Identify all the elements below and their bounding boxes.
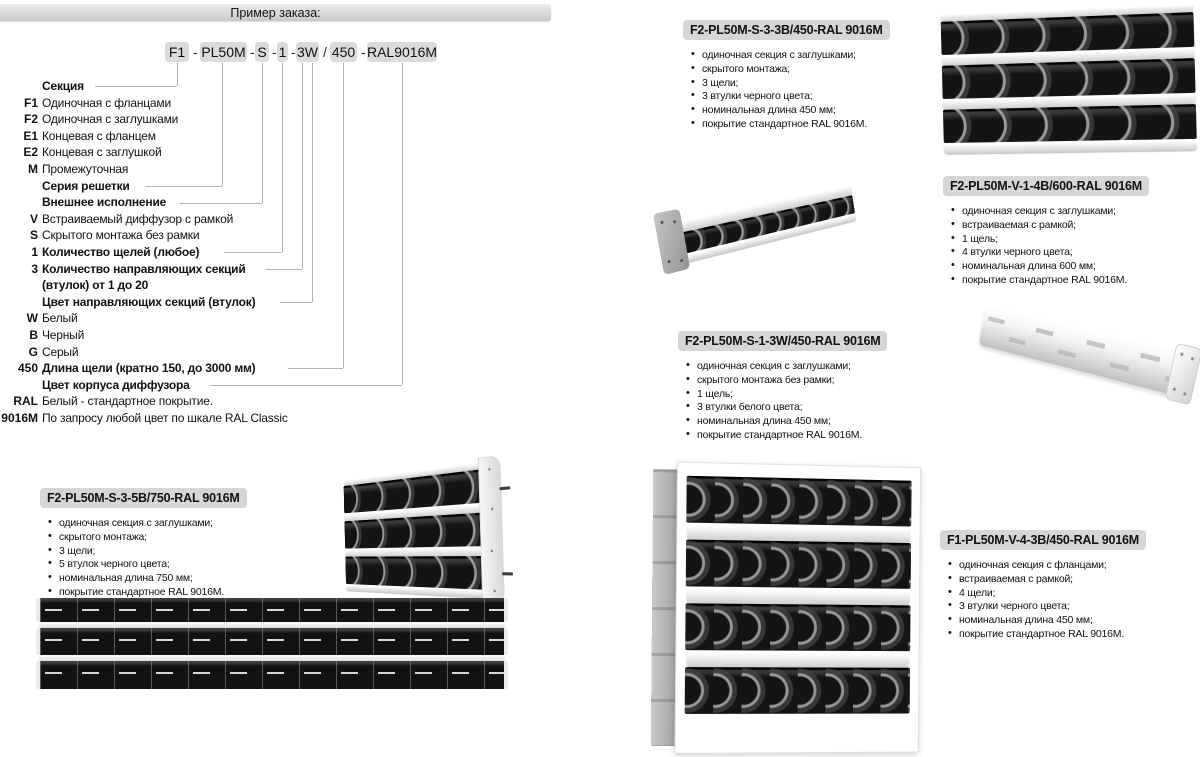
legend-label: Одиночная с фланцами (42, 95, 171, 110)
legend-label: Цвет направляющих секций (втулок) (42, 294, 256, 309)
product-bullet: • скрытого монтажа без рамки; (686, 374, 938, 388)
legend-row (0, 161, 336, 178)
product-bullet: • одиночная секция с заглушками; (691, 49, 943, 63)
product-bullet: • 1 щель; (686, 388, 938, 402)
legend-label: Серия решетки (42, 178, 130, 193)
legend-row (0, 211, 336, 228)
legend-label: Встраиваемый диффузор с рамкой (42, 211, 234, 226)
legend-row (0, 261, 336, 278)
product-title-chip: F1-PL50M-V-4-3B/450-RAL 9016M (940, 530, 1146, 550)
legend-row (0, 227, 336, 244)
legend-label: Серый (42, 344, 79, 359)
product-bullet: • одиночная секция с заглушками; (951, 205, 1200, 219)
product-bullet: • 3 втулки черного цвета; (948, 600, 1200, 614)
legend-row (0, 327, 336, 344)
code-chip-guide-color: 3W (297, 44, 318, 60)
product-photo-3slot-black-perspective (278, 452, 502, 604)
legend-label: Концевая с заглушкой (42, 145, 162, 160)
slot-row (685, 603, 910, 651)
product-bullet: • номинальная длина 600 мм; (951, 260, 1200, 274)
legend-code (0, 194, 42, 211)
product-bullet: • 3 втулки черного цвета; (691, 90, 943, 104)
legend-label: Одиночная с заглушками (42, 112, 179, 127)
legend-code: S (29, 228, 38, 243)
legend-label: Секция (42, 79, 84, 93)
legend-code: V (29, 211, 38, 226)
product-title-chip: F2-PL50M-S-3-5B/750-RAL 9016M (40, 488, 247, 508)
connector-line (343, 63, 344, 368)
product-card-2 (943, 176, 1200, 288)
legend-row (0, 78, 336, 95)
white-diffuser-body (979, 305, 1192, 398)
legend-row (0, 277, 336, 294)
code-separator: - (193, 44, 198, 60)
grille-rail (687, 586, 910, 605)
code-chip-slot-length: 450 (331, 44, 356, 60)
grille-rail (686, 650, 909, 668)
legend-code: RAL (13, 394, 38, 409)
product-card-1 (683, 20, 943, 132)
end-cap (478, 455, 505, 605)
legend-row (0, 144, 336, 161)
product-bullet: • скрытого монтажа; (691, 63, 943, 77)
product-bullet: • номинальная длина 450 мм; (948, 614, 1200, 628)
slot-strip (36, 661, 508, 689)
legend-row (0, 194, 336, 211)
product-bullet: • покрытие стандартное RAL 9016M. (686, 429, 938, 443)
product-bullet: • номинальная длина 450 мм; (691, 104, 943, 118)
code-chip-slot-count: 1 (278, 44, 287, 60)
legend-row (0, 111, 336, 128)
product-bullet: • одиночная секция с заглушками; (48, 517, 300, 531)
legend-code: G (28, 344, 38, 359)
product-bullet: • покрытие стандартное RAL 9016M. (691, 118, 943, 132)
legend-row (0, 178, 336, 195)
legend-label: Количество щелей (любое) (42, 244, 200, 259)
product-bullet: • 3 втулки белого цвета; (686, 401, 938, 415)
legend-row (0, 360, 336, 377)
legend-label: Цвет корпуса диффузора (42, 377, 190, 392)
legend-label: По запросу любой цвет по шкале RAL Classic (42, 410, 288, 425)
mounting-pin (499, 486, 510, 490)
product-specs (948, 559, 1200, 642)
legend-code: M (28, 161, 38, 176)
legend-label: Черный (42, 327, 85, 342)
legend-row (0, 310, 336, 327)
legend-code: E1 (23, 128, 38, 143)
legend-code: E2 (23, 145, 38, 160)
legend-row (0, 244, 336, 261)
code-separator: - (291, 44, 296, 60)
product-bullet: • встраиваемая с рамкой; (948, 573, 1200, 587)
legend-row (0, 410, 336, 427)
connector-line (402, 63, 403, 385)
product-bullet: • одиночная секция с фланцами; (948, 559, 1200, 573)
product-specs (691, 49, 943, 132)
legend-code (0, 377, 42, 394)
legend-row (0, 128, 336, 145)
code-separator: - (250, 44, 255, 60)
product-bullet: • покрытие стандартное RAL 9016M. (951, 274, 1200, 288)
legend-code: 3 (31, 261, 38, 276)
product-bullet: • встраиваемая с рамкой; (951, 219, 1200, 233)
legend-code: F1 (23, 95, 38, 110)
product-specs (686, 360, 938, 443)
product-title-chip: F2-PL50M-S-3-3B/450-RAL 9016M (683, 20, 890, 40)
legend-code: 1 (31, 244, 38, 259)
legend-code: 9016M (1, 410, 38, 425)
product-bullet: • покрытие стандартное RAL 9016M. (48, 586, 300, 600)
legend-code (0, 294, 42, 311)
product-specs (48, 517, 300, 600)
legend-row (0, 95, 336, 112)
code-chip-mount-type: S (255, 42, 269, 62)
end-cap (1165, 343, 1200, 406)
page-title: Пример заказа: (230, 5, 321, 20)
product-bullet: • 1 щель; (951, 233, 1200, 247)
product-bullet: • 5 втулок черного цвета; (48, 558, 300, 572)
product-card-5 (40, 488, 300, 600)
code-chip-section: F1 (165, 42, 189, 62)
legend-label: Скрытого монтажа без рамки (42, 228, 200, 243)
code-chip-body-color: RAL9016M (366, 44, 438, 60)
legend-label: Внешнее исполнение (42, 195, 167, 210)
legend-label: Концевая с фланцем (42, 128, 156, 143)
slot-row (943, 104, 1197, 143)
product-bullet: • 4 щели; (948, 587, 1200, 601)
product-bullet: • номинальная длина 750 мм; (48, 572, 300, 586)
legend-code (0, 78, 42, 95)
legend-row (0, 393, 336, 410)
product-photo-1slot-black-angled (650, 180, 922, 315)
product-photo-3slot-strips-front (36, 598, 508, 689)
slot-strip (36, 598, 508, 622)
product-card-4 (940, 530, 1200, 642)
legend-code: 450 (17, 361, 38, 376)
grille-rail (345, 546, 493, 557)
legend-code (0, 277, 42, 294)
legend-code: B (29, 327, 38, 342)
legend-label: Белый (42, 311, 78, 326)
slot-row (686, 476, 911, 527)
code-separator: - (272, 44, 277, 60)
legend-code (0, 178, 42, 195)
product-bullet: • одиночная секция с заглушками; (686, 360, 938, 374)
slot-strip (36, 628, 508, 655)
grille-face (674, 462, 921, 754)
product-bullet: • номинальная длина 450 мм; (686, 415, 938, 429)
legend-row (0, 344, 336, 361)
order-legend (0, 78, 336, 426)
product-bullet: • скрытого монтажа; (48, 531, 300, 545)
legend-row (0, 294, 336, 311)
code-separator: - (361, 44, 366, 60)
product-photo-3slot-black-angled (940, 3, 1197, 162)
product-card-3 (678, 331, 938, 443)
legend-label: Длина щели (кратно 150, до 3000 мм) (42, 361, 256, 376)
code-chip-series: PL50M (201, 44, 246, 60)
code-separator-slash: / (323, 44, 327, 60)
legend-row (0, 377, 336, 394)
legend-label: Количество направляющих секций (42, 261, 246, 276)
product-bullet: • 3 щели; (48, 545, 300, 559)
page-title-bar (0, 4, 551, 21)
legend-code: F2 (23, 112, 38, 127)
legend-label: (втулок) от 1 до 20 (42, 278, 149, 293)
slot-row (686, 540, 911, 589)
legend-code: W (26, 311, 38, 326)
legend-label: Промежуточная (42, 161, 129, 176)
product-title-chip: F2-PL50M-S-1-3W/450-RAL 9016M (678, 331, 887, 351)
product-bullet: • 3 щели; (691, 77, 943, 91)
mounting-pin (502, 572, 513, 575)
legend-label: Белый - стандартное покрытие. (42, 394, 213, 409)
product-photo-1slot-white-angled (935, 324, 1197, 466)
slot-row (685, 667, 910, 714)
product-bullet: • 4 втулки черного цвета; (951, 246, 1200, 260)
product-specs (951, 205, 1200, 288)
product-bullet: • покрытие стандартное RAL 9016M. (948, 628, 1200, 642)
product-photo-4slot-framed-front (652, 461, 930, 754)
product-title-chip: F2-PL50M-V-1-4B/600-RAL 9016M (943, 176, 1149, 196)
